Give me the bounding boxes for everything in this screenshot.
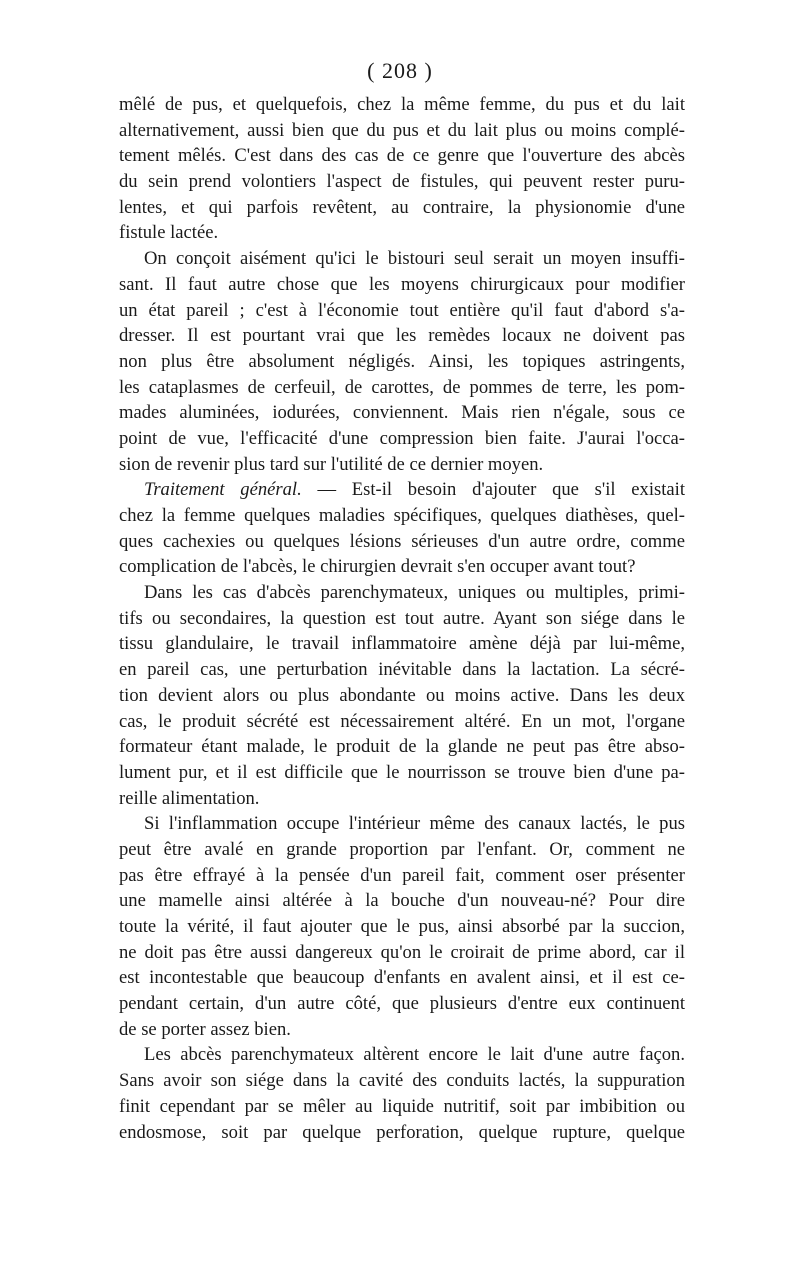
text-line	[119, 477, 685, 503]
text-line: mades aluminées, iodurées, conviennent. Mais rien n'égale, sous ce	[119, 402, 685, 424]
text-line: sant. Il faut autre chose que les moyens chirurgicaux pour modifier	[119, 273, 685, 295]
text-line: ne doit pas être aussi dangereux qu'on le croirait de prime abord, car il	[119, 941, 685, 963]
text-line: tement mêlés. C'est dans des cas de ce genre que l'ouverture des abcès	[119, 145, 685, 167]
text-line: Si l'inflammation occupe l'intérieur même des canaux lactés, le pus	[144, 813, 685, 835]
text-line: lentes, et qui parfois revêtent, au contraire, la physionomie d'une	[119, 196, 685, 218]
text-line: cas, le produit sécrété est nécessairement altéré. En un mot, l'organe	[119, 710, 685, 732]
text-line: du sein prend volontiers l'aspect de fistules, qui peuvent rester puru-	[119, 171, 685, 193]
text-line: peut être avalé en grande proportion par l'enfant. Or, comment ne	[119, 838, 685, 860]
text-line: finit cependant par se mêler au liquide nutritif, soit par imbibition ou	[119, 1095, 685, 1117]
text-line: reille alimentation.	[119, 787, 260, 809]
text-line: Sans avoir son siége dans la cavité des conduits lactés, la suppuration	[119, 1070, 685, 1092]
text-line: tion devient alors ou plus abondante ou moins active. Dans les deux	[119, 684, 685, 706]
text-line: pas être effrayé à la pensée d'un pareil fait, comment oser présenter	[119, 864, 685, 886]
text-line: endosmose, soit par quelque perforation, quelque rupture, quelque	[119, 1121, 685, 1143]
text-line: point de vue, l'efficacité d'une compression bien faite. J'aurai l'occa-	[119, 427, 685, 449]
text-line: pendant certain, d'un autre côté, que plusieurs d'entre eux continuent	[119, 993, 685, 1015]
section-heading: Traitement général.	[144, 479, 302, 501]
text-line: est incontestable que beaucoup d'enfants en avalent ainsi, et il est ce-	[119, 967, 685, 989]
text-line: chez la femme quelques maladies spécifiques, quelques diathèses, quel-	[119, 505, 685, 526]
text-line: de se porter assez bien.	[119, 1018, 291, 1040]
text-line: formateur étant malade, le produit de la glande ne peut pas être abso-	[119, 736, 685, 758]
text-line: On conçoit aisément qu'ici le bistouri seul serait un moyen insuffi-	[144, 248, 685, 270]
page-number: ( 208 )	[367, 58, 433, 83]
text-line: toute la vérité, il faut ajouter que le pus, ainsi absorbé par la succion,	[119, 916, 685, 937]
text-line: une mamelle ainsi altérée à la bouche d'un nouveau-né? Pour dire	[119, 890, 685, 912]
text-line: fistule lactée.	[119, 222, 219, 244]
text-line: alternativement, aussi bien que du pus et du lait plus ou moins complé-	[119, 119, 685, 141]
text-line: mêlé de pus, et quelquefois, chez la même femme, du pus et du lait	[119, 94, 685, 115]
text-line: tifs ou secondaires, la question est tout autre. Ayant son siége dans le	[119, 607, 685, 629]
text-line: ques cachexies ou quelques lésions sérieuses d'un autre ordre, comme	[119, 530, 685, 552]
text-line: Les abcès parenchymateux altèrent encore le lait d'une autre façon.	[144, 1044, 685, 1066]
text-line: Dans les cas d'abcès parenchymateux, uniques ou multiples, primi-	[144, 582, 685, 604]
text-line: un état pareil ; c'est à l'économie tout entière qu'il faut d'abord s'a-	[119, 299, 685, 321]
text-line: lument pur, et il est difficile que le nourrisson se trouve bien d'une pa-	[119, 761, 685, 783]
body-text	[119, 92, 685, 1145]
text-line: les cataplasmes de cerfeuil, de carottes, de pommes de terre, les pom-	[119, 376, 685, 398]
text-line: sion de revenir plus tard sur l'utilité de ce dernier moyen.	[119, 453, 544, 475]
text-line: en pareil cas, une perturbation inévitable dans la lactation. La sécré-	[119, 659, 685, 681]
text-line: complication de l'abcès, le chirurgien devrait s'en occuper avant tout?	[119, 556, 636, 578]
text-line: tissu glandulaire, le travail inflammatoire amène déjà par lui-même,	[119, 633, 685, 655]
text-line: dresser. Il est pourtant vrai que les remèdes locaux ne doivent pas	[119, 325, 685, 347]
line-text: — Est-il besoin d'ajouter que s'il existait	[301, 479, 685, 501]
text-line: non plus être absolument négligés. Ainsi, les topiques astringents,	[119, 350, 685, 372]
